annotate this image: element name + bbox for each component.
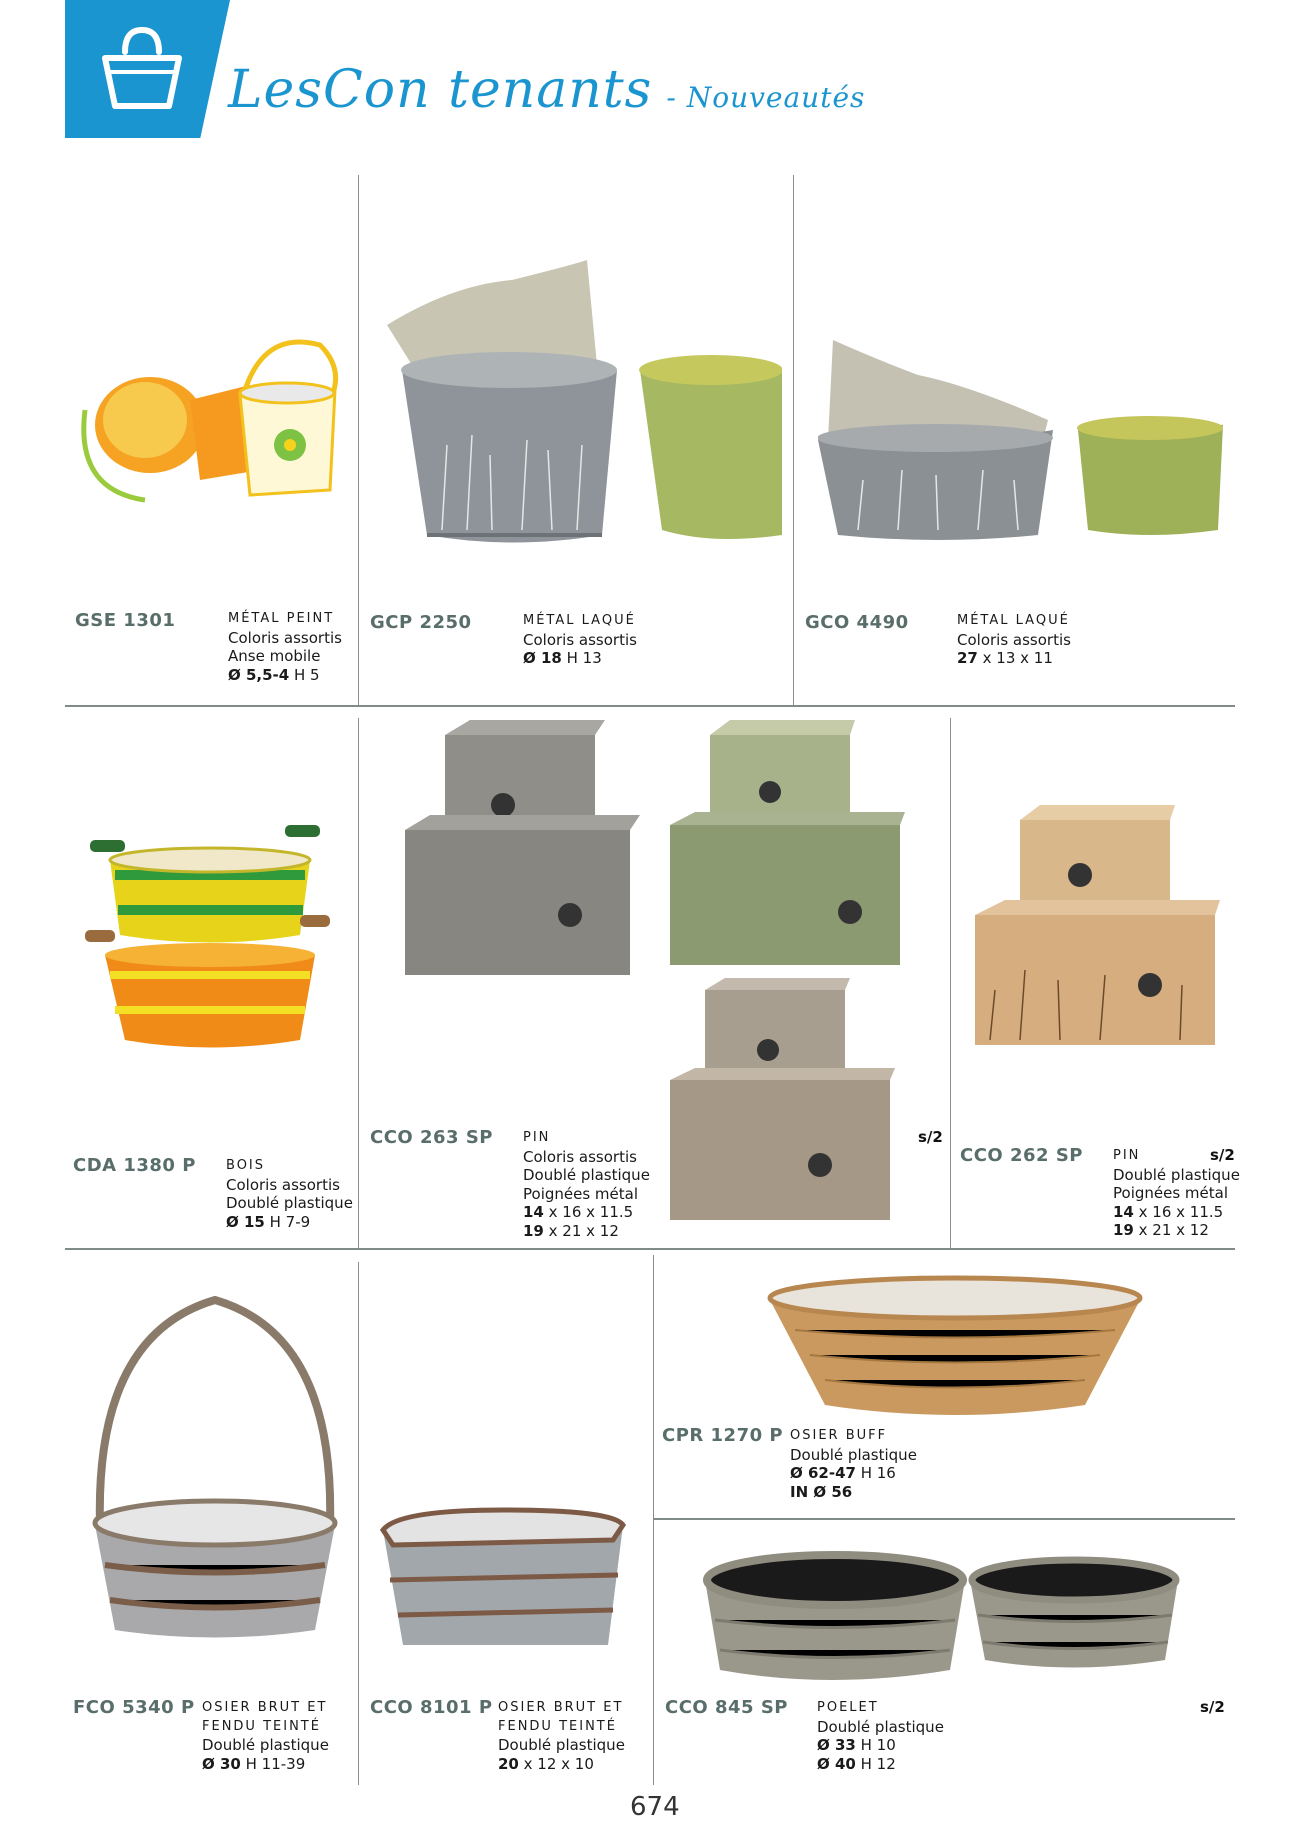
product-detail: Doublé plastique [523,1166,650,1184]
set-label: s/2 [1210,1146,1235,1164]
divider [358,1262,359,1785]
product-description [498,1699,625,1773]
product-code: CCO 845 SP [665,1697,788,1718]
product-detail: Poignées métal [1113,1184,1229,1202]
product-detail: Doublé plastique [817,1717,944,1736]
product-material: PIN [1113,1148,1141,1163]
product-detail: Doublé plastique [790,1445,917,1464]
product-image-cco-262-sp [970,800,1220,1050]
product-code: GCP 2250 [370,612,472,633]
product-image-gco-4490 [818,330,1228,545]
product-detail: Coloris assortis [523,1147,637,1166]
product-material: PIN [523,1130,551,1145]
product-material: MÉTAL LAQUÉ [523,613,636,628]
divider [653,1255,654,1785]
product-image-gcp-2250 [372,245,782,545]
divider [653,1518,1235,1520]
product-detail: Coloris assortis [228,628,342,647]
product-dimensions: Ø 18 H 13 [523,649,602,667]
product-detail: Coloris assortis [957,630,1071,649]
product-dimensions: Ø 62-47 H 16 [790,1464,896,1482]
set-label: s/2 [1200,1698,1225,1716]
product-description [523,1129,650,1240]
product-detail: Doublé plastique [226,1194,353,1212]
product-material: OSIER BUFF [790,1428,888,1443]
product-image-fco-5340-p [90,1295,340,1640]
product-description [957,612,1071,668]
product-description [226,1157,353,1231]
product-image-cpr-1270-p [765,1270,1145,1420]
brand-name: LesCon tenants [228,60,653,120]
divider [358,175,359,705]
product-dimensions: IN Ø 56 [790,1482,853,1501]
product-material: MÉTAL LAQUÉ [957,613,1070,628]
product-dimensions: Ø 33 H 10 [817,1736,896,1754]
bag-icon [97,22,187,112]
product-description [523,612,637,668]
product-material: FENDU TEINTÉ [202,1718,321,1734]
product-code: CPR 1270 P [662,1425,784,1446]
product-image-gse-1301 [75,330,345,510]
product-code: CCO 263 SP [370,1127,493,1148]
product-material: POELET [817,1700,879,1715]
product-dimensions: 19 x 21 x 12 [1113,1221,1209,1239]
divider [65,1248,1235,1250]
divider [65,705,1235,707]
product-material: BOIS [226,1158,266,1173]
product-detail: Doublé plastique [498,1736,625,1754]
page-number: 674 [630,1792,680,1822]
product-dimensions: 14 x 16 x 11.5 [1113,1202,1224,1221]
product-code: GSE 1301 [75,610,176,631]
divider [358,718,359,1248]
divider [950,718,951,1248]
product-description [228,610,342,684]
product-code: CCO 262 SP [960,1145,1083,1166]
product-material: FENDU TEINTÉ [498,1718,617,1734]
product-dimensions: 27 x 13 x 11 [957,649,1053,667]
product-description [817,1699,944,1773]
product-image-cda-1380-p [85,815,340,1060]
brand-logo [65,0,230,138]
product-material: OSIER BRUT ET [498,1700,624,1715]
set-label: s/2 [918,1128,943,1146]
product-image-cco-8101-p [378,1505,633,1650]
product-dimensions: Ø 40 H 12 [817,1754,896,1773]
product-code: CCO 8101 P [370,1697,493,1718]
product-dimensions: 14 x 16 x 11.5 [523,1203,634,1221]
product-dimensions: Ø 30 H 11-39 [202,1754,306,1773]
product-material: OSIER BRUT ET [202,1700,328,1715]
product-dimensions: 20 x 12 x 10 [498,1754,594,1773]
product-detail: Doublé plastique [1113,1165,1240,1184]
product-description [790,1427,917,1501]
product-detail: Poignées métal [523,1184,639,1203]
divider [793,175,794,705]
page-subtitle: - Nouveautés [666,81,866,114]
product-image-cco-845-sp [700,1550,1180,1685]
product-detail: Doublé plastique [202,1736,329,1754]
product-dimensions: Ø 15 H 7-9 [226,1212,311,1231]
product-dimensions: 19 x 21 x 12 [523,1221,619,1240]
product-description [202,1699,329,1773]
product-dimensions: Ø 5,5-4 H 5 [228,665,320,684]
product-detail: Anse mobile [228,647,321,665]
product-detail: Coloris assortis [523,630,637,649]
product-code: FCO 5340 P [73,1697,195,1718]
product-detail: Coloris assortis [226,1175,340,1194]
page-title [228,60,865,120]
product-material: MÉTAL PEINT [228,611,335,626]
product-code: CDA 1380 P [73,1155,196,1176]
product-code: GCO 4490 [805,612,909,633]
